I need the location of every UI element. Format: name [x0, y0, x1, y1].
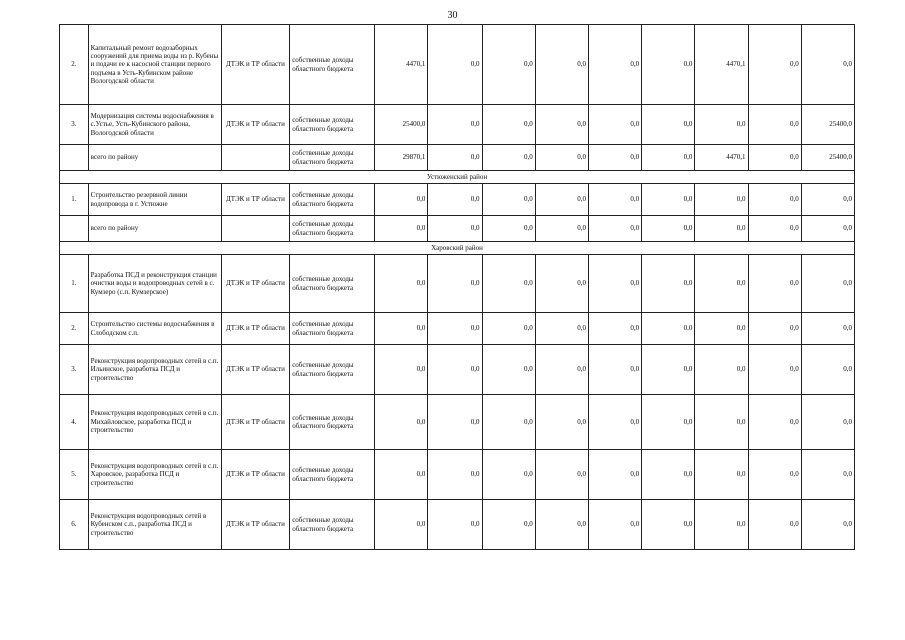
project-name: всего по району [88, 145, 221, 171]
amount-cell: 0,0 [428, 450, 482, 500]
responsible-org: ДТЭК и ТР области [221, 395, 290, 450]
project-name: Строительство системы водоснабжения в Слободском с.п. [88, 313, 221, 345]
page-number: 30 [447, 10, 458, 21]
table-row [60, 105, 855, 145]
amount-cell: 0,0 [642, 345, 695, 395]
table-row [60, 313, 855, 345]
amount-cell: 0,0 [748, 450, 801, 500]
amount-cell: 0,0 [482, 105, 535, 145]
amount-cell: 0,0 [801, 255, 854, 313]
section-header-row [60, 242, 855, 255]
row-number [60, 145, 89, 171]
amount-cell: 0,0 [642, 255, 695, 313]
responsible-org: ДТЭК и ТР области [221, 450, 290, 500]
amount-cell: 4470,1 [695, 25, 748, 105]
amount-cell: 0,0 [695, 395, 748, 450]
amount-cell: 0,0 [748, 105, 801, 145]
amount-cell: 0,0 [482, 145, 535, 171]
amount-cell: 0,0 [428, 145, 482, 171]
funding-source: собственные доходы областного бюджета [290, 500, 375, 550]
amount-cell: 0,0 [428, 313, 482, 345]
amount-cell: 25400,0 [801, 105, 854, 145]
amount-cell: 0,0 [375, 313, 428, 345]
row-number: 4. [60, 395, 89, 450]
project-name: Реконструкция водопроводных сетей в с.п. Михайловское, разработка ПСД и строительство [88, 395, 221, 450]
amount-cell: 4470,1 [375, 25, 428, 105]
project-name: всего по району [88, 216, 221, 242]
amount-cell: 0,0 [375, 345, 428, 395]
amount-cell: 0,0 [482, 25, 535, 105]
amount-cell: 0,0 [535, 105, 588, 145]
project-name: Разработка ПСД и реконструкция станции очистки воды и водопроводных сетей в с. Кумзеро (с.п. Кумзерское) [88, 255, 221, 313]
table-row [60, 25, 855, 105]
amount-cell: 0,0 [642, 450, 695, 500]
project-name: Капитальный ремонт водозаборных сооружений для приема воды из р. Кубены и подачи ее к насосной станции первого подъема в Усть-Кубинском районе Вологодской области [88, 25, 221, 105]
funding-source: собственные доходы областного бюджета [290, 450, 375, 500]
section-title: Харовский район [60, 242, 855, 255]
amount-cell: 0,0 [695, 500, 748, 550]
amount-cell: 0,0 [748, 25, 801, 105]
amount-cell: 0,0 [482, 395, 535, 450]
amount-cell: 0,0 [482, 313, 535, 345]
amount-cell: 0,0 [588, 145, 641, 171]
amount-cell: 0,0 [428, 345, 482, 395]
table-row [60, 184, 855, 216]
amount-cell: 0,0 [748, 184, 801, 216]
amount-cell: 0,0 [748, 145, 801, 171]
funding-source: собственные доходы областного бюджета [290, 25, 375, 105]
amount-cell: 0,0 [642, 216, 695, 242]
amount-cell: 0,0 [588, 105, 641, 145]
amount-cell: 0,0 [482, 216, 535, 242]
responsible-org: ДТЭК и ТР области [221, 184, 290, 216]
amount-cell: 25400,0 [801, 145, 854, 171]
amount-cell: 0,0 [695, 313, 748, 345]
amount-cell: 4470,1 [695, 145, 748, 171]
amount-cell: 0,0 [375, 500, 428, 550]
amount-cell: 0,0 [748, 313, 801, 345]
section-header-row [60, 171, 855, 184]
amount-cell: 0,0 [801, 184, 854, 216]
funding-source: собственные доходы областного бюджета [290, 395, 375, 450]
amount-cell: 0,0 [535, 255, 588, 313]
amount-cell: 0,0 [642, 25, 695, 105]
row-number: 1. [60, 255, 89, 313]
amount-cell: 0,0 [748, 216, 801, 242]
responsible-org: ДТЭК и ТР области [221, 500, 290, 550]
amount-cell: 0,0 [535, 395, 588, 450]
amount-cell: 0,0 [642, 184, 695, 216]
amount-cell: 0,0 [801, 345, 854, 395]
amount-cell: 0,0 [428, 500, 482, 550]
amount-cell: 0,0 [482, 255, 535, 313]
table-body [60, 25, 855, 550]
project-name: Модернизация системы водоснабжения в с.Устье, Усть-Кубинского района, Вологодской области [88, 105, 221, 145]
amount-cell: 0,0 [642, 500, 695, 550]
amount-cell: 0,0 [801, 500, 854, 550]
amount-cell: 0,0 [428, 255, 482, 313]
row-number: 3. [60, 345, 89, 395]
amount-cell: 0,0 [588, 313, 641, 345]
amount-cell: 0,0 [428, 105, 482, 145]
amount-cell: 0,0 [482, 450, 535, 500]
funding-source: собственные доходы областного бюджета [290, 313, 375, 345]
amount-cell: 0,0 [588, 255, 641, 313]
table-row [60, 345, 855, 395]
responsible-org: ДТЭК и ТР области [221, 255, 290, 313]
amount-cell: 0,0 [801, 25, 854, 105]
amount-cell: 0,0 [642, 145, 695, 171]
amount-cell: 0,0 [588, 345, 641, 395]
amount-cell: 0,0 [428, 25, 482, 105]
amount-cell: 0,0 [588, 184, 641, 216]
amount-cell: 0,0 [482, 500, 535, 550]
table-row [60, 450, 855, 500]
row-number: 2. [60, 313, 89, 345]
amount-cell: 0,0 [695, 345, 748, 395]
amount-cell: 0,0 [748, 500, 801, 550]
table-row [60, 255, 855, 313]
amount-cell: 0,0 [748, 345, 801, 395]
amount-cell: 0,0 [588, 395, 641, 450]
amount-cell: 0,0 [642, 313, 695, 345]
amount-cell: 0,0 [801, 313, 854, 345]
amount-cell: 0,0 [428, 184, 482, 216]
amount-cell: 0,0 [695, 105, 748, 145]
district-total-row [60, 145, 855, 171]
row-number: 3. [60, 105, 89, 145]
amount-cell: 29870,1 [375, 145, 428, 171]
amount-cell: 0,0 [482, 345, 535, 395]
amount-cell: 0,0 [428, 216, 482, 242]
amount-cell: 0,0 [748, 395, 801, 450]
amount-cell: 0,0 [695, 255, 748, 313]
amount-cell: 0,0 [428, 395, 482, 450]
row-number: 5. [60, 450, 89, 500]
responsible-org: ДТЭК и ТР области [221, 313, 290, 345]
responsible-org: ДТЭК и ТР области [221, 25, 290, 105]
project-name: Реконструкция водопроводных сетей в Кубенском с.п., разработка ПСД и строительство [88, 500, 221, 550]
amount-cell: 0,0 [695, 216, 748, 242]
row-number [60, 216, 89, 242]
amount-cell: 0,0 [642, 105, 695, 145]
amount-cell: 0,0 [801, 216, 854, 242]
funding-source: собственные доходы областного бюджета [290, 255, 375, 313]
budget-table [59, 24, 855, 550]
row-number: 2. [60, 25, 89, 105]
project-name: Реконструкция водопроводных сетей в с.п. Харовское, разработка ПСД и строительство [88, 450, 221, 500]
amount-cell: 0,0 [801, 395, 854, 450]
row-number: 6. [60, 500, 89, 550]
amount-cell: 0,0 [588, 450, 641, 500]
funding-source: собственные доходы областного бюджета [290, 145, 375, 171]
amount-cell: 0,0 [375, 450, 428, 500]
funding-source: собственные доходы областного бюджета [290, 184, 375, 216]
amount-cell: 0,0 [535, 345, 588, 395]
funding-source: собственные доходы областного бюджета [290, 345, 375, 395]
responsible-org [221, 216, 290, 242]
district-total-row [60, 216, 855, 242]
row-number: 1. [60, 184, 89, 216]
amount-cell: 0,0 [375, 184, 428, 216]
project-name: Реконструкция водопроводных сетей в с.п. Ильинское, разработка ПСД и строительство [88, 345, 221, 395]
amount-cell: 0,0 [801, 450, 854, 500]
funding-source: собственные доходы областного бюджета [290, 105, 375, 145]
table-row [60, 500, 855, 550]
table-row [60, 395, 855, 450]
amount-cell: 0,0 [535, 145, 588, 171]
amount-cell: 0,0 [695, 450, 748, 500]
responsible-org: ДТЭК и ТР области [221, 345, 290, 395]
amount-cell: 0,0 [375, 216, 428, 242]
amount-cell: 0,0 [535, 25, 588, 105]
funding-source: собственные доходы областного бюджета [290, 216, 375, 242]
amount-cell: 0,0 [642, 395, 695, 450]
project-name: Строительство резервной линии водопровода в г. Устюжне [88, 184, 221, 216]
amount-cell: 0,0 [535, 313, 588, 345]
amount-cell: 0,0 [535, 500, 588, 550]
amount-cell: 0,0 [748, 255, 801, 313]
amount-cell: 0,0 [588, 216, 641, 242]
responsible-org [221, 145, 290, 171]
amount-cell: 0,0 [535, 184, 588, 216]
amount-cell: 0,0 [375, 395, 428, 450]
section-title: Устюженский район [60, 171, 855, 184]
amount-cell: 0,0 [588, 500, 641, 550]
amount-cell: 0,0 [535, 450, 588, 500]
amount-cell: 0,0 [695, 184, 748, 216]
amount-cell: 0,0 [588, 25, 641, 105]
amount-cell: 0,0 [375, 255, 428, 313]
amount-cell: 25400,0 [375, 105, 428, 145]
responsible-org: ДТЭК и ТР области [221, 105, 290, 145]
amount-cell: 0,0 [482, 184, 535, 216]
amount-cell: 0,0 [535, 216, 588, 242]
